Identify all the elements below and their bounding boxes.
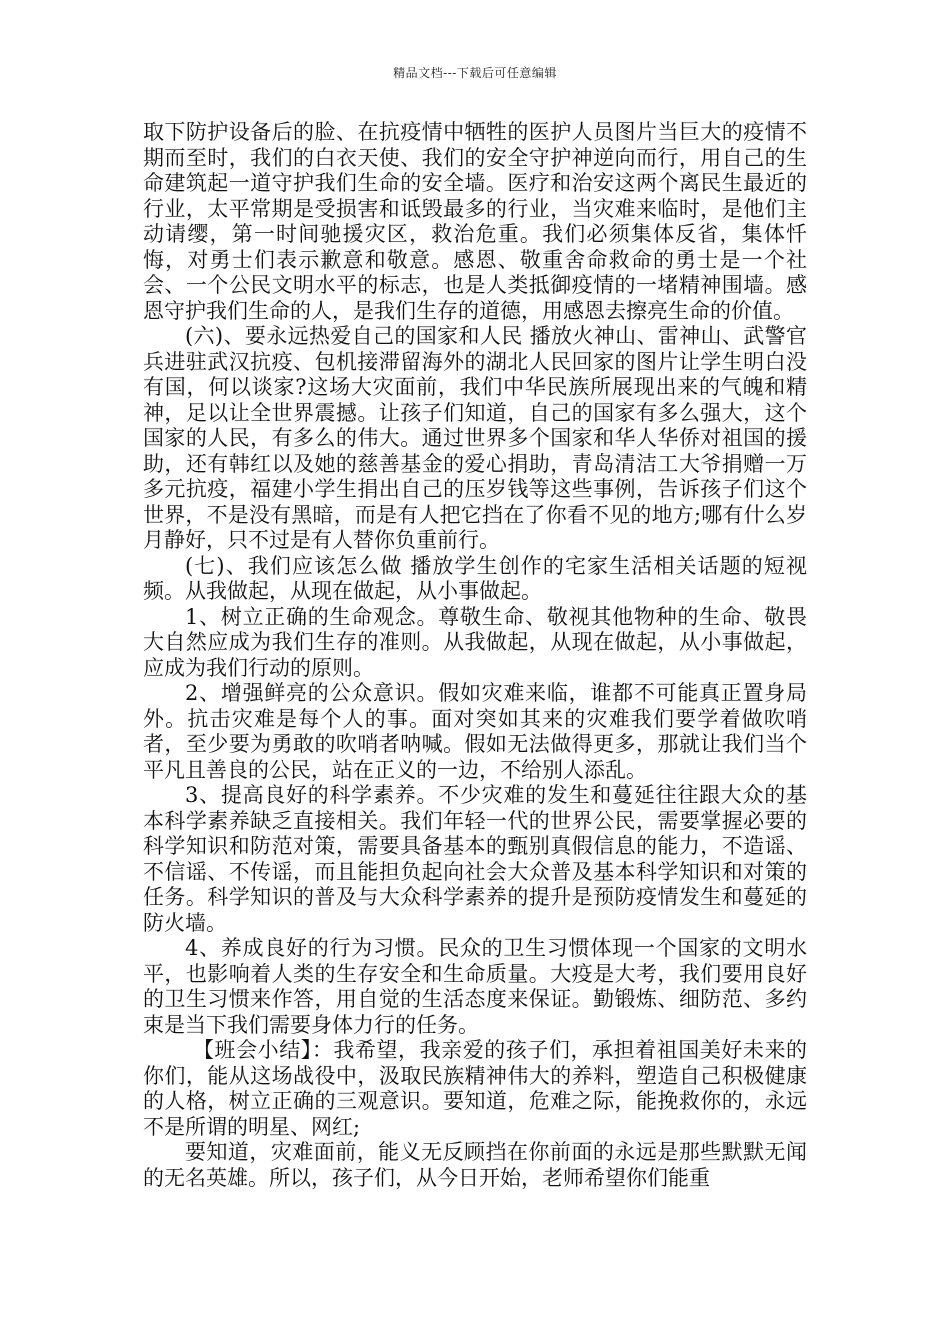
paragraph-point-one: 1、树立正确的生命观念。尊敬生命、敬视其他物种的生命、敬畏大自然应成为我们生存的准则。从我做起，从现在做起，从小事做起，应成为我们行动的原则。: [143, 604, 807, 680]
paragraph-closing: 要知道，灾难面前，能义无反顾挡在你前面的永远是那些默默无闻的无名英雄。所以，孩子们，从今日开始，老师希望你们能重: [143, 1140, 807, 1190]
paragraph-point-two: 2、增强鲜亮的公众意识。假如灾难来临，谁都不可能真正置身局外。抗击灾难是每个人的事。面对突如其来的灾难我们要学着做吹哨者，至少要为勇敢的吹哨者呐喊。假如无法做得更多，那就让我们当个平凡且善良的公民，站在正义的一边，不给别人添乱。: [143, 681, 807, 782]
paragraph-protectors: 取下防护设备后的脸、在抗疫情中牺牲的医护人员图片当巨大的疫情不期而至时，我们的白衣天使、我们的安全守护神逆向而行，用自己的生命建筑起一道守护我们生命的安全墙。医疗和治安这两个离民生最近的行业，太平常期是受损害和诋毁最多的行业，当灾难来临时，是他们主动请缨，第一时间驰援灾区，救治危重。我们必须集体反省，集体忏悔，对勇士们表示歉意和敬意。感恩、敬重舍命救命的勇士是一个社会、一个公民文明水平的标志，也是人类抵御疫情的一堵精神围墙。感恩守护我们生命的人，是我们生存的道德，用感恩去擦亮生命的价值。: [143, 120, 807, 323]
paragraph-section-seven: (七)、我们应该怎么做 播放学生创作的宅家生活相关话题的短视频。从我做起，从现在做起，从小事做起。: [143, 553, 807, 603]
document-body: [143, 120, 807, 1191]
page-header: 精品文档---下载后可任意编辑: [393, 66, 557, 80]
paragraph-section-six: (六)、要永远热爱自己的国家和人民 播放火神山、雷神山、武警官兵进驻武汉抗疫、包机接滞留海外的湖北人民回家的图片让学生明白没有国，何以谈家?这场大灾面前，我们中华民族所展现出来的气魄和精神，足以让全世界震撼。让孩子们知道，自己的国家有多么强大，这个国家的人民，有多么的伟大。通过世界多个国家和华人华侨对祖国的援助，还有韩红以及她的慈善基金的爱心捐助，青岛清洁工大爷捐赠一万多元抗疫，福建小学生捐出自己的压岁钱等这些事例，告诉孩子们这个世界，不是没有黑暗，而是有人把它挡在了你看不见的地方;哪有什么岁月静好，只不过是有人替你负重前行。: [143, 324, 807, 552]
paragraph-point-four: 4、养成良好的行为习惯。民众的卫生习惯体现一个国家的文明水平，也影响着人类的生存安全和生命质量。大疫是大考，我们要用良好的卫生习惯来作答，用自觉的生活态度来保证。勤锻炼、细防范、多约束是当下我们需要身体力行的任务。: [143, 936, 807, 1037]
paragraph-class-summary: 【班会小结】：我希望，我亲爱的孩子们，承担着祖国美好未来的你们，能从这场战役中，汲取民族精神伟大的养料，塑造自己积极健康的人格，树立正确的三观意识。要知道，危难之际，能挽救你的，永远不是所谓的明星、网红;: [143, 1038, 807, 1139]
paragraph-point-three: 3、提高良好的科学素养。不少灾难的发生和蔓延往往跟大众的基本科学素养缺乏直接相关。我们年轻一代的世界公民，需要掌握必要的科学知识和防范对策，需要具备基本的甄别真假信息的能力，不造谣、不信谣、不传谣，而且能担负起向社会大众普及基本科学知识和对策的任务。科学知识的普及与大众科学素养的提升是预防疫情发生和蔓延的防火墙。: [143, 783, 807, 935]
